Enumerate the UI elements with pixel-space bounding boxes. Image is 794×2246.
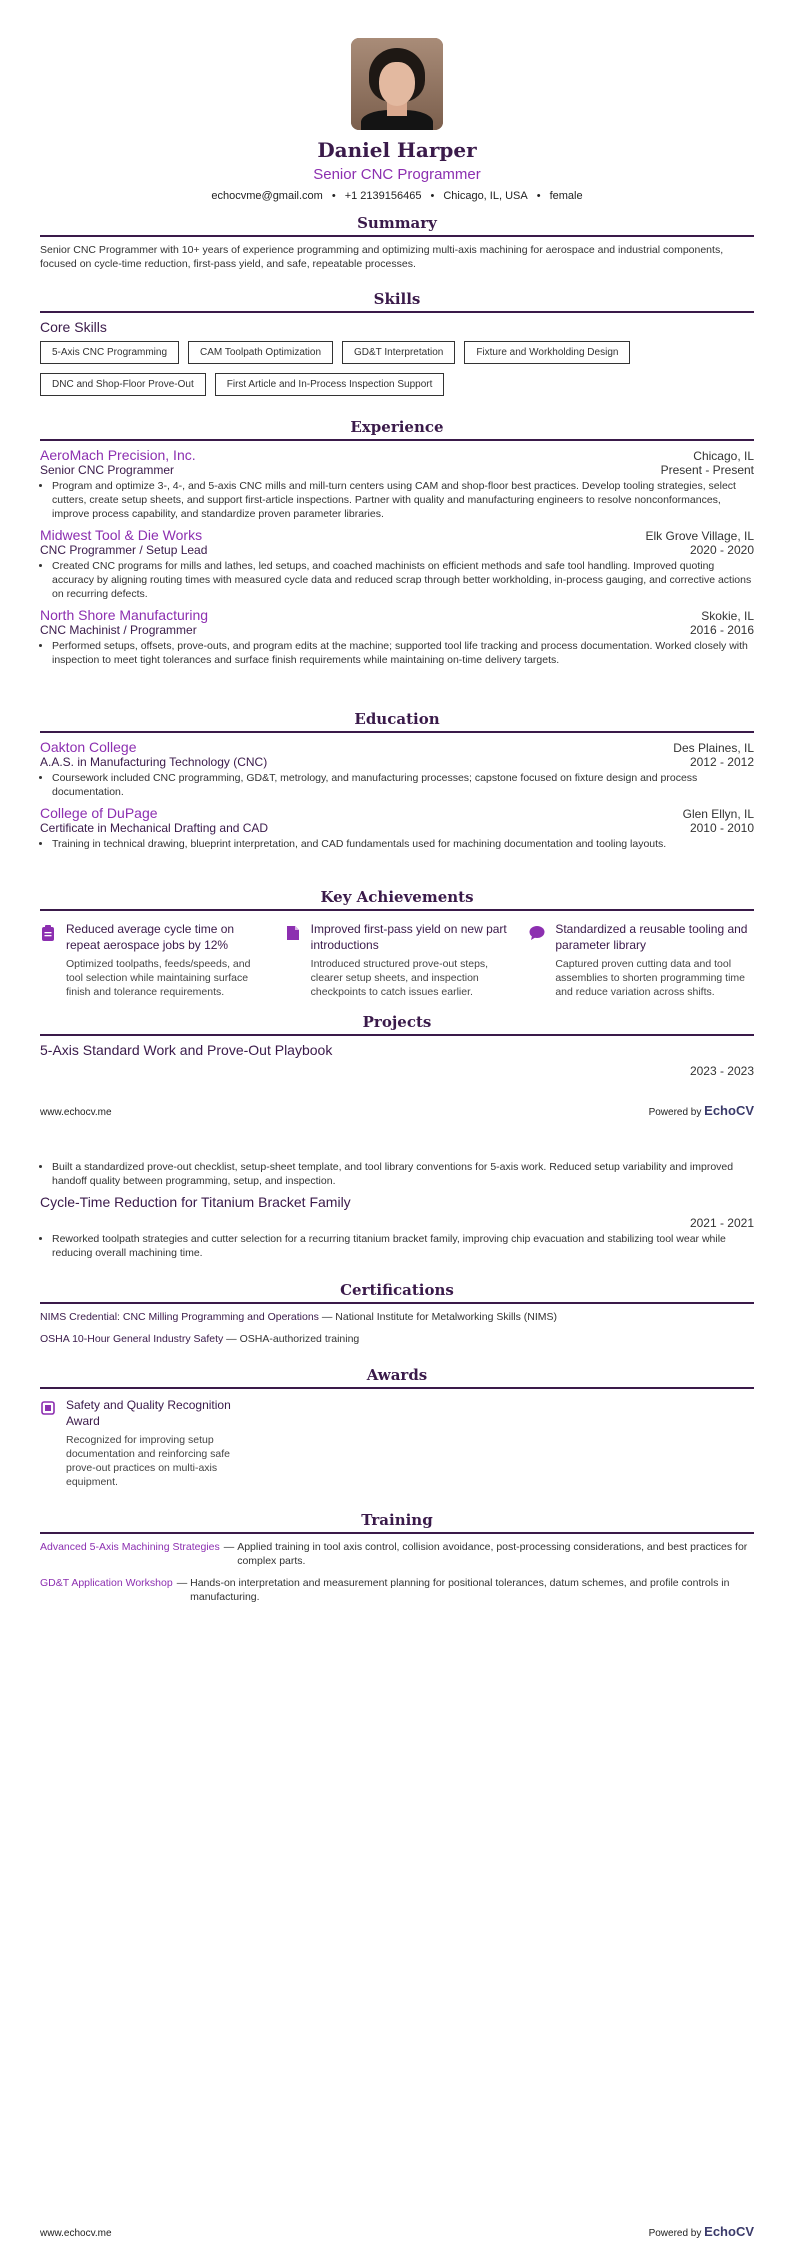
award-chip-icon — [40, 1400, 56, 1416]
document-icon — [285, 925, 301, 941]
training-name: Advanced 5-Axis Machining Strategies — [40, 1541, 220, 1553]
project-dates: 2021 - 2021 — [689, 1216, 754, 1230]
degree: Certificate in Mechanical Drafting and CAD — [40, 821, 269, 835]
section-title: Training — [40, 1511, 754, 1534]
certification-name: NIMS Credential: CNC Milling Programming and Operations — [40, 1311, 319, 1323]
school-name: Oakton College — [40, 739, 137, 755]
chat-bubble-icon — [529, 925, 545, 941]
training-desc: Applied training in tool axis control, collision avoidance, post-processing considerations, and best practices for complex parts. — [237, 1541, 748, 1567]
skill-chip: 5-Axis CNC Programming — [40, 341, 179, 364]
achievement-item — [285, 921, 510, 999]
section-title: Awards — [40, 1366, 754, 1389]
job-role: Senior CNC Programmer — [40, 463, 175, 477]
footer-powered-text: Powered by — [648, 2228, 702, 2239]
skills-group-title: Core Skills — [40, 319, 107, 335]
footer-site-link[interactable]: www.echocv.me — [40, 1107, 112, 1118]
project-dates: 2023 - 2023 — [689, 1064, 754, 1078]
award-title: Safety and Quality Recognition Award — [66, 1398, 231, 1428]
job-role: CNC Machinist / Programmer — [40, 623, 197, 637]
certification-issuer: OSHA-authorized training — [239, 1333, 360, 1345]
job-location: Skokie, IL — [701, 609, 754, 623]
profile-photo — [351, 38, 443, 130]
section-title: Summary — [40, 214, 754, 237]
skill-chip: Fixture and Workholding Design — [464, 341, 630, 364]
candidate-headline: Senior CNC Programmer — [313, 166, 481, 183]
achievement-desc: Optimized toolpaths, feeds/speeds, and tool selection while maintaining surface finish and tolerance requirements. — [66, 958, 251, 998]
job-dates: 2020 - 2020 — [689, 543, 754, 557]
project-title: 5-Axis Standard Work and Prove-Out Playbook — [40, 1042, 333, 1058]
job-location: Elk Grove Village, IL — [645, 529, 754, 543]
achievement-item — [40, 921, 265, 999]
award-item — [40, 1397, 260, 1489]
candidate-name: Daniel Harper — [317, 138, 477, 162]
education-bullet: • Training in technical drawing, blueprint interpretation, and CAD fundamentals used for machining documentation and tooling layouts. — [52, 837, 754, 851]
education-dates: 2010 - 2010 — [689, 821, 754, 835]
skill-chip: CAM Toolpath Optimization — [188, 341, 333, 364]
page-footer — [40, 2224, 754, 2239]
experience-entry — [40, 607, 754, 667]
clipboard-icon — [40, 925, 56, 941]
school-name: College of DuPage — [40, 805, 158, 821]
project-bullet: • Reworked toolpath strategies and cutter selection for a recurring titanium bracket family, improving chip evacuation and stabilizing tool wear while reducing overall machining time. — [52, 1232, 754, 1260]
training-desc: Hands-on interpretation and measurement planning for positional tolerances, datum schemes, and profile controls in manufacturing. — [190, 1577, 730, 1603]
experience-entry — [40, 527, 754, 601]
email-link[interactable]: echocvme@gmail.com — [211, 190, 323, 202]
company-name: AeroMach Precision, Inc. — [40, 447, 196, 463]
skill-chip: GD&T Interpretation — [342, 341, 455, 364]
section-title: Skills — [40, 290, 754, 313]
projects-section — [40, 1013, 754, 1078]
certification-item: NIMS Credential: CNC Milling Programming and Operations — National Institute for Metalworking Skills (NIMS) — [40, 1311, 558, 1323]
education-bullet: • Coursework included CNC programming, GD&T, metrology, and manufacturing processes; capstone focused on fixture design and process documentation. — [52, 771, 754, 799]
education-section — [40, 710, 754, 857]
section-title: Certifications — [40, 1281, 754, 1304]
section-title: Projects — [40, 1013, 754, 1036]
page-footer — [40, 1103, 754, 1118]
education-dates: 2012 - 2012 — [689, 755, 754, 769]
awards-section — [40, 1366, 754, 1489]
job-location: Chicago, IL — [693, 449, 754, 463]
section-title: Education — [40, 710, 754, 733]
job-dates: Present - Present — [660, 463, 754, 477]
training-item: GD&T Application Workshop — Hands-on interpretation and measurement planning for positional tolerances, datum schemes, and profile controls in manufacturing. — [40, 1576, 754, 1604]
achievement-item — [529, 921, 754, 999]
job-role: CNC Programmer / Setup Lead — [40, 543, 208, 557]
training-section — [40, 1511, 754, 1612]
section-title: Experience — [40, 418, 754, 441]
gender-text: female — [549, 190, 583, 202]
skills-section — [40, 290, 754, 396]
education-entry — [40, 739, 754, 799]
experience-entry — [40, 447, 754, 521]
phone-text: +1 2139156465 — [344, 190, 422, 202]
footer-brand[interactable]: EchoCV — [704, 2224, 754, 2239]
school-location: Des Plaines, IL — [673, 741, 754, 755]
certification-issuer: National Institute for Metalworking Skills (NIMS) — [335, 1311, 558, 1323]
job-bullet: • Created CNC programs for mills and lathes, led setups, and coached machinists on efficient methods and safe tool handling. Improved quoting accuracy by aligning routing times with measured cycle data and reduced scrap through better workholding, in-process gauging, and corrective actions on recurring defects. — [52, 559, 754, 601]
job-bullet: • Program and optimize 3-, 4-, and 5-axis CNC mills and mill-turn centers using CAM and shop-floor best practices. Develop tooling strategies, select cutters, create setup sheets, and support first-article inspections. Partner with quality and manufacturing engineers to resolve nonconformances, improve process capability, and standardize proven parameter libraries. — [52, 479, 754, 521]
certification-item: OSHA 10-Hour General Industry Safety — OSHA-authorized training — [40, 1333, 360, 1345]
achievements-section — [40, 888, 754, 999]
achievement-title: Improved first-pass yield on new part introductions — [310, 922, 507, 952]
job-dates: 2016 - 2016 — [689, 623, 754, 637]
certifications-section — [40, 1281, 754, 1354]
job-bullet: • Performed setups, offsets, prove-outs, and program edits at the machine; supported tool life tracking and process documentation. Worked closely with inspection to meet tight tolerances and surface finish requirements while maintaining on-time delivery targets. — [52, 639, 754, 667]
achievement-title: Standardized a reusable tooling and parameter library — [555, 922, 748, 952]
location-text: Chicago, IL, USA — [443, 190, 528, 202]
achievement-desc: Introduced structured prove-out steps, clearer setup sheets, and inspection checkpoints to catch issues earlier. — [310, 958, 489, 998]
summary-text: Senior CNC Programmer with 10+ years of experience programming and optimizing multi-axis machining for aerospace and industrial components, focused on cycle-time reduction, first-pass yield, and safe, repeatable processes. — [40, 244, 724, 270]
project-title: Cycle-Time Reduction for Titanium Bracket Family — [40, 1194, 351, 1210]
contact-line: echocvme@gmail.com • +1 2139156465 • Chicago, IL, USA • female — [211, 190, 583, 202]
skill-chips — [40, 341, 754, 396]
footer-site-link[interactable]: www.echocv.me — [40, 2228, 112, 2239]
school-location: Glen Ellyn, IL — [682, 807, 754, 821]
degree: A.A.S. in Manufacturing Technology (CNC) — [40, 755, 268, 769]
achievement-desc: Captured proven cutting data and tool assemblies to shorten programming time and reduce variation across shifts. — [555, 958, 746, 998]
achievement-title: Reduced average cycle time on repeat aerospace jobs by 12% — [66, 922, 235, 952]
projects-continued — [40, 1160, 754, 1260]
certification-name: OSHA 10-Hour General Industry Safety — [40, 1333, 224, 1345]
summary-section — [40, 214, 754, 271]
resume-header — [40, 38, 754, 202]
company-name: North Shore Manufacturing — [40, 607, 209, 623]
experience-section — [40, 418, 754, 673]
footer-powered-text: Powered by — [648, 1107, 702, 1118]
company-name: Midwest Tool & Die Works — [40, 527, 203, 543]
footer-brand[interactable]: EchoCV — [704, 1103, 754, 1118]
section-title: Key Achievements — [40, 888, 754, 911]
award-desc: Recognized for improving setup documentation and reinforcing safe prove-out practices on multi-axis equipment. — [66, 1434, 231, 1488]
education-entry — [40, 805, 754, 851]
skill-chip: First Article and In-Process Inspection Support — [215, 373, 445, 396]
project-bullet: • Built a standardized prove-out checklist, setup-sheet template, and tool library conventions for 5-axis work. Reduced setup variability and improved handoff quality between programming, setup, and inspection. — [52, 1160, 754, 1188]
training-name: GD&T Application Workshop — [40, 1577, 173, 1589]
skill-chip: DNC and Shop-Floor Prove-Out — [40, 373, 206, 396]
training-item: Advanced 5-Axis Machining Strategies — Applied training in tool axis control, collision avoidance, post-processing considerations, and best practices for complex parts. — [40, 1540, 754, 1568]
